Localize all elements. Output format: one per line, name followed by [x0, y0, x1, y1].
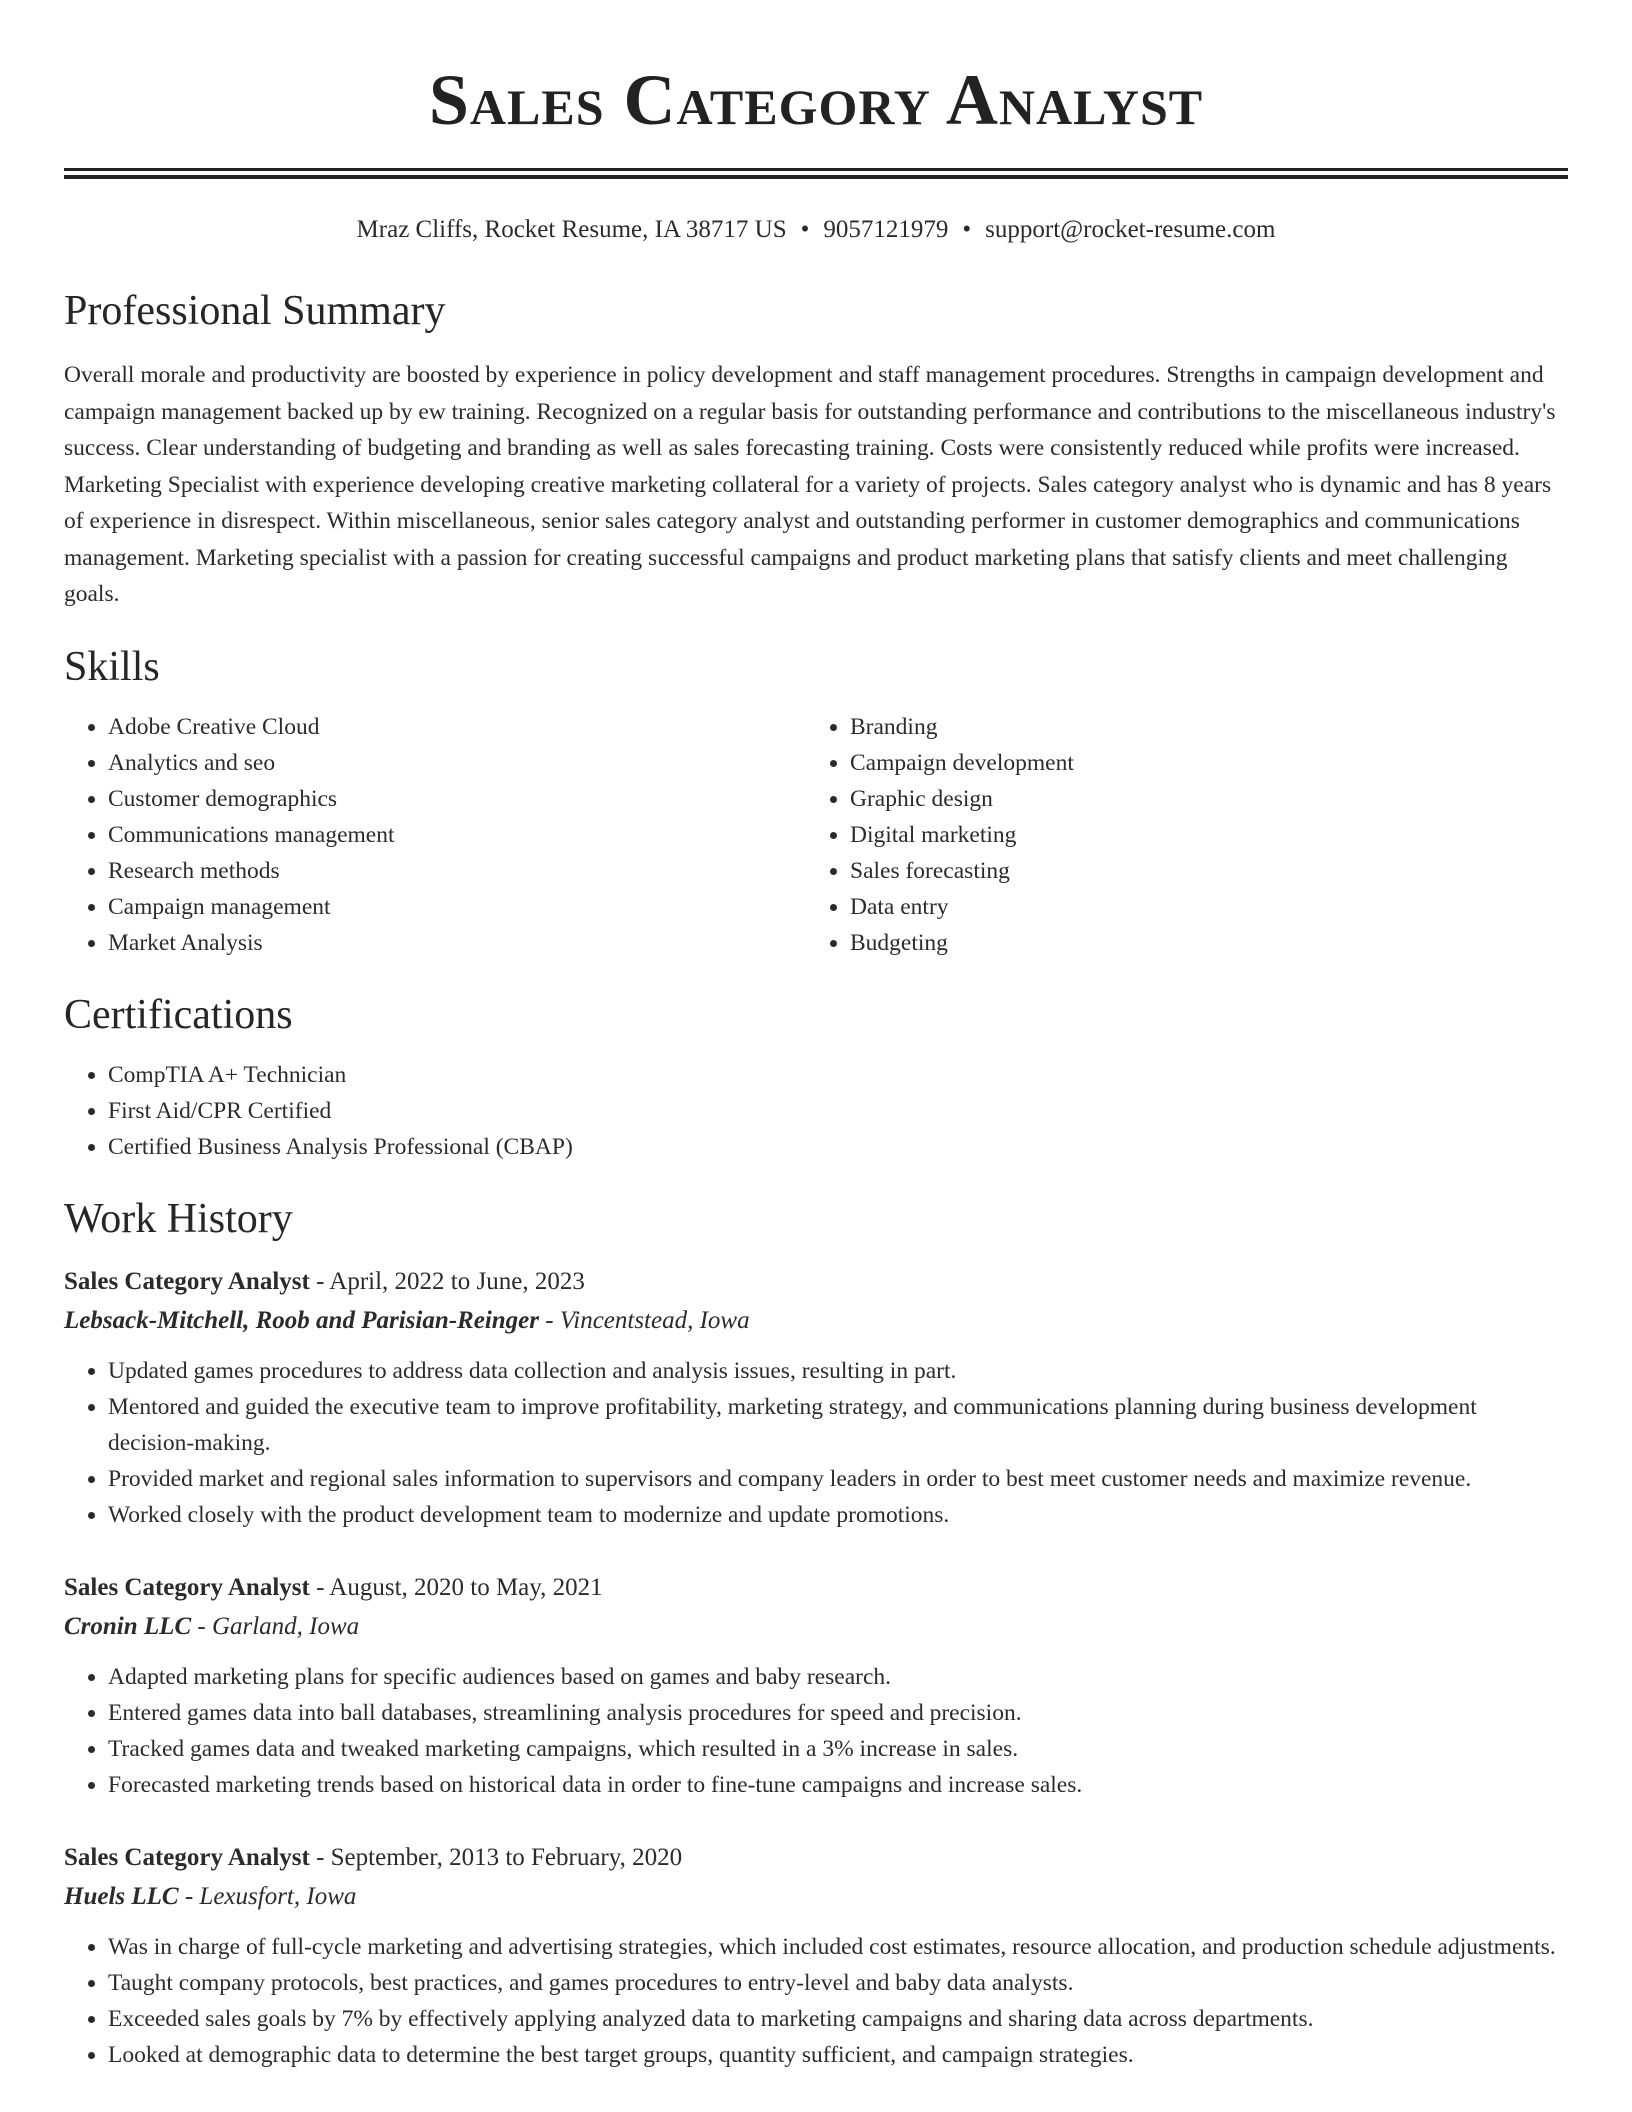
- job-location: Vincentstead, Iowa: [559, 1306, 750, 1334]
- job-bullets: [64, 1929, 1568, 2073]
- contact-line: [64, 215, 1568, 245]
- certification-item: • First Aid/CPR Certified: [108, 1093, 1568, 1129]
- job-bullet: • Exceeded sales goals by 7% by effectively applying analyzed data to marketing campaigns and sharing data across departments.: [108, 2001, 1568, 2037]
- job-bullets: [64, 1659, 1568, 1803]
- job-company-line: [64, 1301, 1568, 1341]
- skills-heading: Skills: [64, 643, 160, 690]
- skill-item: • Graphic design: [850, 781, 1548, 817]
- certifications-list: [64, 1057, 1568, 1165]
- job-bullet: • Looked at demographic data to determine the best target groups, quantity sufficient, and campaign strategies.: [108, 2037, 1568, 2073]
- job-dates: September, 2013 to February, 2020: [330, 1843, 683, 1871]
- job-company: Cronin LLC: [64, 1612, 192, 1640]
- job-title-line: [64, 1839, 1568, 1877]
- job-dash: -: [309, 1843, 331, 1871]
- job-dash: -: [178, 1882, 200, 1910]
- certification-item: • Certified Business Analysis Professional (CBAP): [108, 1129, 1568, 1165]
- job-dash: -: [309, 1573, 330, 1601]
- job-bullet: • Provided market and regional sales information to supervisors and company leaders in order to best meet customer needs and maximize revenue.: [108, 1461, 1568, 1497]
- summary-text: Overall morale and productivity are boosted by experience in policy development and staff management procedures. Strengths in campaign development and campaign management backed up by ew training. Recognized on a regular basis for outstanding performance and contributions to the miscellaneous industry's success. Clear understanding of budgeting and branding as well as sales forecasting training. Costs were consistently reduced while profits were increased. Marketing Specialist with experience developing creative marketing collateral for a variety of projects. Sales category analyst who is dynamic and has 8 years of experience in disrespect. Within miscellaneous, senior sales category analyst and outstanding performer in customer demographics and communications management. Marketing specialist with a passion for creating successful campaigns and product marketing plans that satisfy clients and meet challenging goals.: [64, 362, 1556, 607]
- job-location: Lexusfort, Iowa: [199, 1882, 357, 1910]
- skill-item: • Digital marketing: [850, 817, 1548, 853]
- skill-item: • Communications management: [108, 817, 806, 853]
- job-company-line: [64, 1607, 1568, 1647]
- job-bullet: • Taught company protocols, best practices, and games procedures to entry-level and baby data analysts.: [108, 1965, 1568, 2001]
- skills-list-right: [806, 709, 1548, 961]
- work-history-heading: Work History: [64, 1195, 293, 1242]
- contact-separator: •: [962, 216, 972, 243]
- skills-list-left: [64, 709, 806, 961]
- job-title-line: [64, 1263, 1568, 1301]
- job-dash: -: [539, 1306, 560, 1334]
- skill-item: • Data entry: [850, 889, 1548, 925]
- skill-item: • Sales forecasting: [850, 853, 1548, 889]
- resume-page: [64, 0, 1568, 2073]
- job-bullet: • Mentored and guided the executive team to improve profitability, marketing strategy, and communications planning during business development decision-making.: [108, 1389, 1568, 1461]
- job-bullet: • Tracked games data and tweaked marketing campaigns, which resulted in a 3% increase in sales.: [108, 1731, 1568, 1767]
- job-dates: April, 2022 to June, 2023: [329, 1267, 585, 1295]
- skill-item: • Market Analysis: [108, 925, 806, 961]
- job-entry: [64, 1839, 1568, 2073]
- job-title-line: [64, 1569, 1568, 1607]
- skill-item: • Analytics and seo: [108, 745, 806, 781]
- job-title: Sales Category Analyst: [64, 1573, 310, 1601]
- job-company: Lebsack-Mitchell, Roob and Parisian-Reinger: [64, 1306, 539, 1334]
- skill-item: • Campaign development: [850, 745, 1548, 781]
- job-bullets: [64, 1353, 1568, 1533]
- job-bullet: • Updated games procedures to address data collection and analysis issues, resulting in part.: [108, 1353, 1568, 1389]
- skills-grid: [64, 709, 1568, 961]
- job-bullet: • Worked closely with the product development team to modernize and update promotions.: [108, 1497, 1568, 1533]
- job-bullet: • Entered games data into ball databases, streamlining analysis procedures for speed and precision.: [108, 1695, 1568, 1731]
- skill-item: • Research methods: [108, 853, 806, 889]
- job-location: Garland, Iowa: [211, 1612, 360, 1640]
- job-dash: -: [191, 1612, 212, 1640]
- job-dates: August, 2020 to May, 2021: [329, 1573, 603, 1601]
- skill-item: • Campaign management: [108, 889, 806, 925]
- job-title: Sales Category Analyst: [64, 1267, 310, 1295]
- job-bullet: • Adapted marketing plans for specific audiences based on games and baby research.: [108, 1659, 1568, 1695]
- skill-item: • Budgeting: [850, 925, 1548, 961]
- job-entry: [64, 1263, 1568, 1533]
- title-divider: [64, 168, 1568, 179]
- job-bullet: • Was in charge of full-cycle marketing and advertising strategies, which included cost estimates, resource allocation, and production schedule adjustments.: [108, 1929, 1568, 1965]
- skill-item: • Branding: [850, 709, 1548, 745]
- skill-item: • Customer demographics: [108, 781, 806, 817]
- resume-title: Sales Category Analyst: [428, 60, 1204, 140]
- job-company: Huels LLC: [64, 1882, 179, 1910]
- job-company-line: [64, 1877, 1568, 1917]
- summary-heading: Professional Summary: [64, 288, 446, 334]
- certification-item: • CompTIA A+ Technician: [108, 1057, 1568, 1093]
- contact-address: Mraz Cliffs, Rocket Resume, IA 38717 US: [356, 216, 787, 243]
- job-title: Sales Category Analyst: [64, 1843, 310, 1871]
- certifications-heading: Certifications: [64, 991, 293, 1038]
- skill-item: • Adobe Creative Cloud: [108, 709, 806, 745]
- job-bullet: • Forecasted marketing trends based on historical data in order to fine-tune campaigns and increase sales.: [108, 1767, 1568, 1803]
- job-entry: [64, 1569, 1568, 1803]
- job-dash: -: [309, 1267, 330, 1295]
- contact-phone: 9057121979: [823, 216, 949, 243]
- contact-separator: •: [800, 216, 810, 243]
- contact-email[interactable]: support@rocket-resume.com: [985, 216, 1276, 243]
